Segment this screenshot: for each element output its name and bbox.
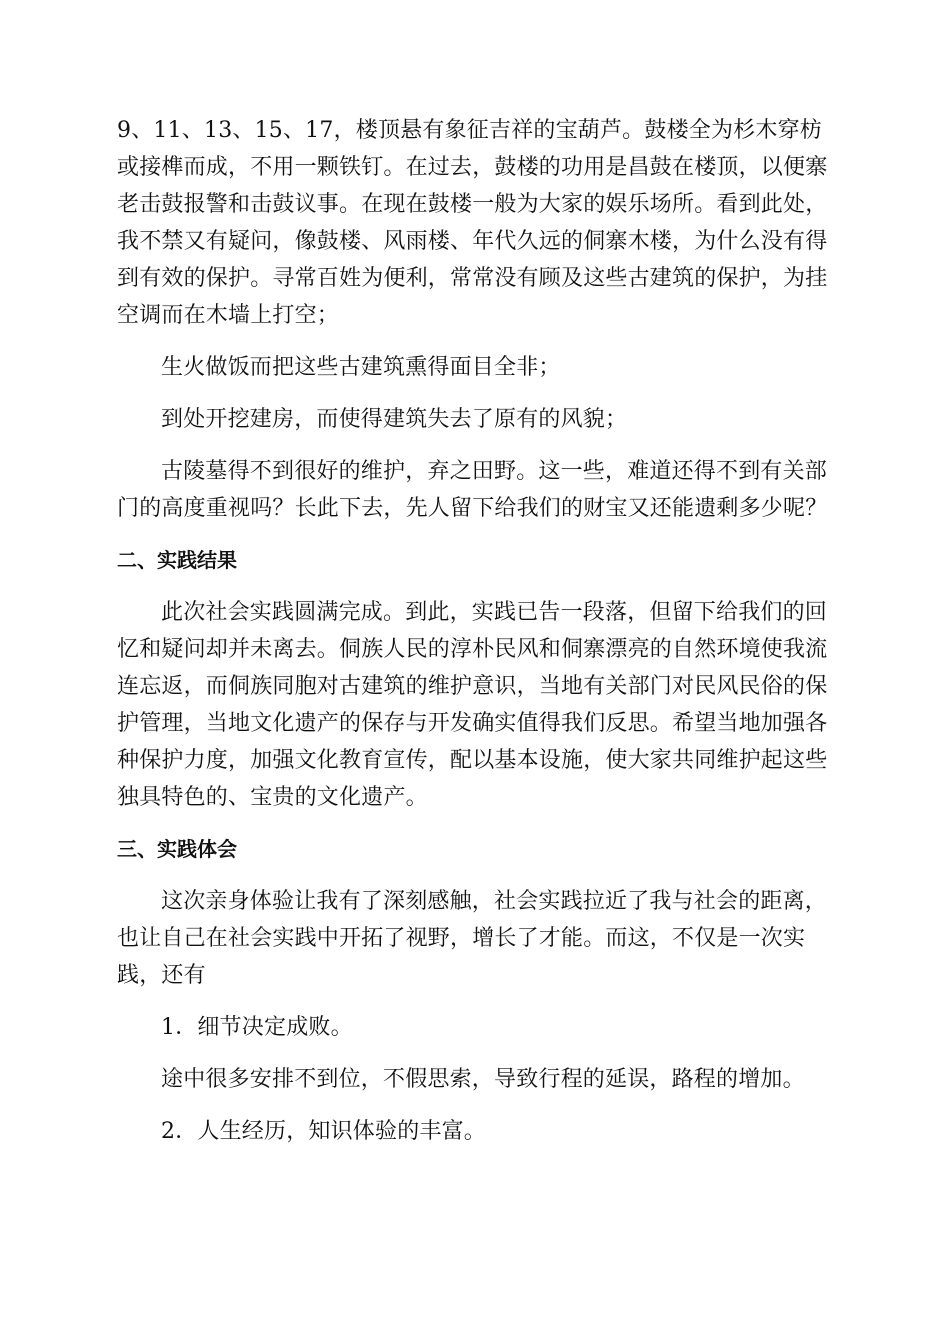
paragraph-delays: 途中很多安排不到位，不假思索，导致行程的延误，路程的增加。 xyxy=(161,1067,805,1092)
paragraph-tombs: 古陵墓得不到很好的维护，弃之田野。这一些，难道还得不到有关部门的高度重视吗？长此下去，先人留下给我们的财宝又还能遗剩多少呢？ xyxy=(117,459,828,521)
list-item-2: 2．人生经历，知识体验的丰富。 xyxy=(161,1119,486,1144)
paragraph-construction: 到处开挖建房，而使得建筑失去了原有的风貌； xyxy=(161,407,628,432)
list-item-1: 1．细节决定成败。 xyxy=(161,1015,353,1040)
section-heading-experience: 三、实践体会 xyxy=(117,837,237,861)
section-heading-results: 二、实践结果 xyxy=(117,548,237,572)
paragraph-experience: 这次亲身体验让我有了深刻感触，社会实践拉近了我与社会的距离，也让自己在社会实践中开拓了视野，增长了才能。而这，不仅是一次实践，还有 xyxy=(117,889,828,988)
document-body xyxy=(117,112,833,1150)
paragraph-drum-tower: 9、11、13、15、17，楼顶悬有象征吉祥的宝葫芦。鼓楼全为杉木穿枋或接榫而成，不用一颗铁钉。在过去，鼓楼的功用是昌鼓在楼顶，以便寨老击鼓报警和击鼓议事。在现在鼓楼一般为大家的娱乐场所。看到此处，我不禁又有疑问，像鼓楼、风雨楼、年代久远的侗寨木楼，为什么没有得到有效的保护。寻常百姓为便利，常常没有顾及这些古建筑的保护，为挂空调而在木墙上打空； xyxy=(117,118,828,328)
paragraph-cooking: 生火做饭而把这些古建筑熏得面目全非； xyxy=(161,355,561,380)
paragraph-results: 此次社会实践圆满完成。到此，实践已告一段落，但留下给我们的回忆和疑问却并未离去。侗族人民的淳朴民风和侗寨漂亮的自然环境使我流连忘返，而侗族同胞对古建筑的维护意识，当地有关部门对民风民俗的保护管理，当地文化遗产的保存与开发确实值得我们反思。希望当地加强各种保护力度，加强文化教育宣传，配以基本设施，使大家共同维护起这些独具特色的、宝贵的文化遗产。 xyxy=(117,600,828,810)
